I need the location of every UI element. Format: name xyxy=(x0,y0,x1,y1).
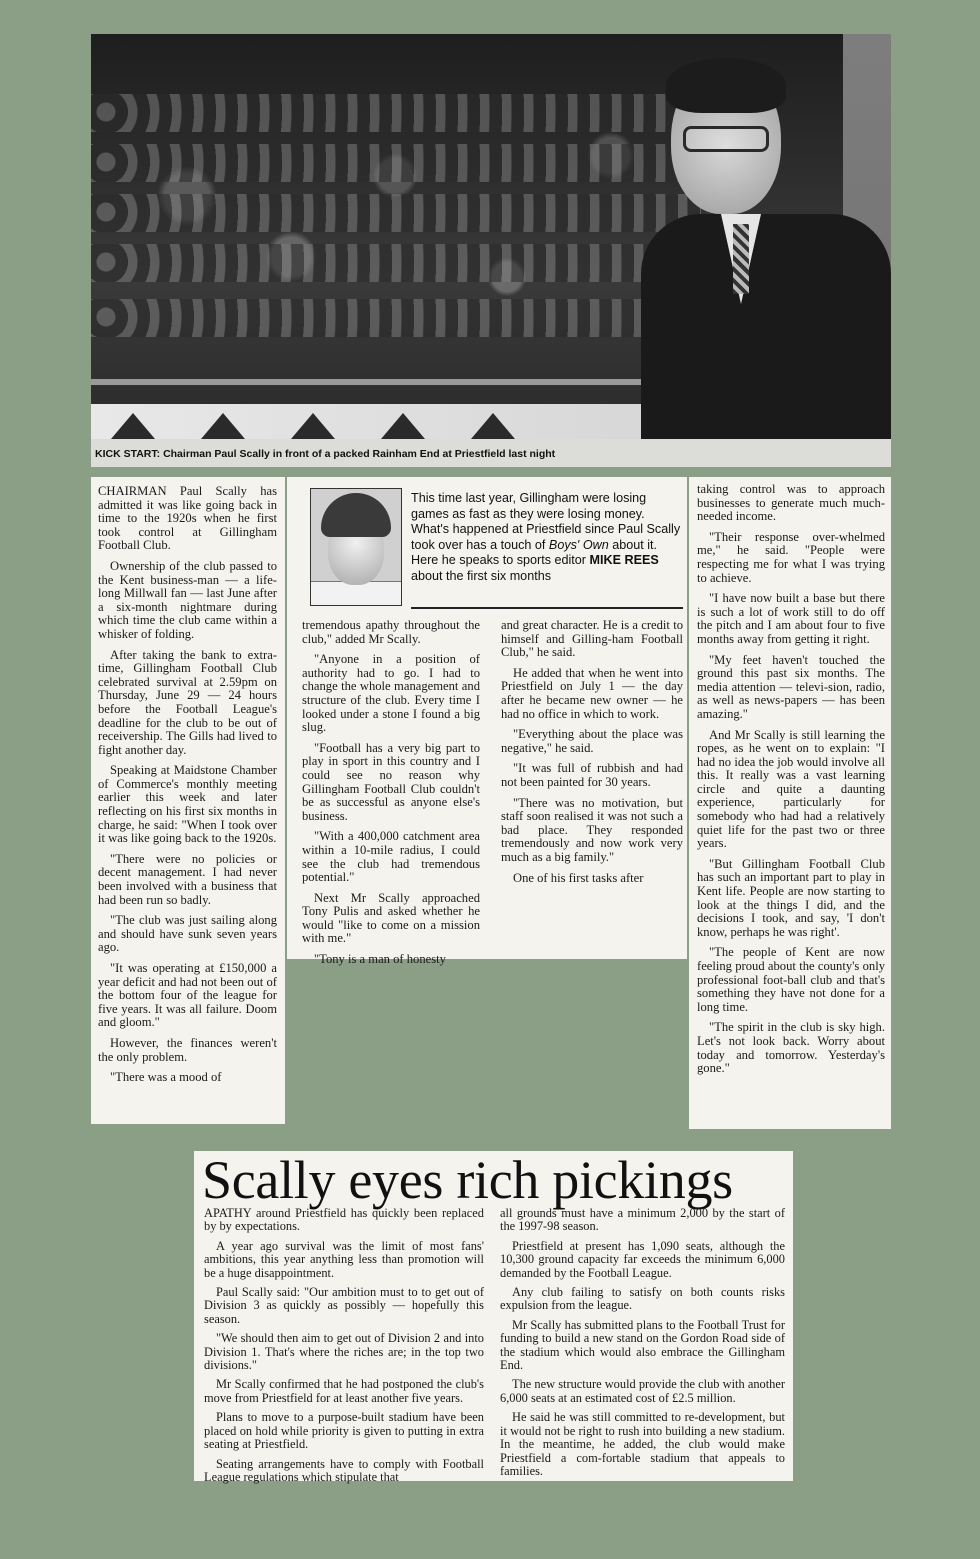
standfirst xyxy=(307,485,682,611)
paragraph: Speaking at Maidstone Chamber of Commerce's monthly meeting earlier this week and later reflecting on his first six months in charge, he said: "When I took over it was like going back to the 1920s. xyxy=(98,763,277,846)
paragraph: "The spirit in the club is sky high. Let's not look back. Worry about today and tomorrow. Yesterday's gone." xyxy=(697,1020,885,1076)
paragraph: Next Mr Scally approached Tony Pulis and asked whether he would "like to come on a mission with me." xyxy=(302,890,480,946)
paragraph: He said he was still committed to re-development, but it would not be right to rush into building a new stadium. In the meantime, he added, the club would make Priestfield a com-fortable stadium that appeals to families. xyxy=(500,1410,785,1478)
photo-caption xyxy=(95,443,885,465)
article-column-1 xyxy=(91,477,285,1124)
paragraph: tremendous apathy throughout the club," added Mr Scally. xyxy=(302,618,480,646)
crowd-row xyxy=(91,144,701,182)
crowd-row xyxy=(91,244,701,282)
crowd-row xyxy=(91,94,701,132)
paragraph: "The people of Kent are now feeling proud about the county's only professional foot-ball club and that's something they have not done for a long time. xyxy=(697,945,885,1014)
paragraph: "There were no policies or decent management. I had never been involved with a business that had been run so badly. xyxy=(98,851,277,907)
second-article-clipping xyxy=(194,1150,793,1484)
paragraph: He added that when he went into Priestfield on July 1 — the day after he became new owner — he had no office in which to work. xyxy=(501,665,683,721)
paragraph: And Mr Scally is still learning the ropes, as he went on to explain: "I had no idea the job would involve all this. It really was a vast learning circle and quite a daunting experience, particularly for somebody who had had a relatively quiet life for the past two or three years. xyxy=(697,727,885,851)
paragraph: "The club was just sailing along and should have sunk seven years ago. xyxy=(98,913,277,955)
paragraph: Paul Scally said: "Our ambition must to to get out of Division 3 as quickly as possibly — hopefully this season. xyxy=(204,1285,484,1326)
paragraph: "Football has a very big part to play in sport in this country and I could see no reason why Gillingham Football Club couldn't be as successful as anyone else's business. xyxy=(302,740,480,823)
paragraph: Plans to move to a purpose-built stadium have been placed on hold while priority is given to putting in extra seating at Priestfield. xyxy=(204,1410,484,1452)
second-article-column-2 xyxy=(500,1207,785,1484)
paragraph: Seating arrangements have to comply with Football League regulations which stipulate that xyxy=(204,1456,484,1484)
paragraph: "There was no motivation, but staff soon realised it was not such a bad place. They responded tremendously and now work very much as a big family." xyxy=(501,795,683,864)
paragraph: "I have now built a base but there is such a lot of work still to do off the pitch and I am about four to five months away from getting it right. xyxy=(697,591,885,646)
paragraph: However, the finances weren't the only problem. xyxy=(98,1035,277,1064)
paragraph: Priestfield at present has 1,090 seats, although the 10,300 ground capacity far exceeds the minimum 6,000 demanded by the Football League. xyxy=(500,1238,785,1280)
paragraph: Any club failing to satisfy on both counts risks expulsion from the league. xyxy=(500,1285,785,1313)
paragraph: The new structure would provide the club with another 6,000 seats at an estimated cost of £2.5 million. xyxy=(500,1377,785,1405)
paragraph: "There was a mood of xyxy=(110,1070,222,1085)
glasses-icon xyxy=(683,126,769,152)
chairman-figure xyxy=(661,64,891,439)
paragraph: Mr Scally confirmed that he had postponed the club's move from Priestfield for at least another five years. xyxy=(204,1377,484,1405)
paragraph: "But Gillingham Football Club has such an important part to play in Kent life. People are now starting to look at the things I did, and the decisions I took, and say, 'I don't know, perhaps he was right'. xyxy=(697,856,885,939)
paragraph: "Everything about the place was negative," he said. xyxy=(501,727,683,755)
standfirst-italic: Boys' Own xyxy=(548,537,609,552)
headline: Scally eyes rich pickings xyxy=(202,1150,733,1210)
paragraph: "With a 400,000 catchment area within a 10-mile radius, I could see the club had tremendous potential." xyxy=(302,829,480,885)
paragraph: Ownership of the club passed to the Kent business-man — a life-long Millwall fan — last June after a six-month nightmare during which time the club came within a whisker of folding. xyxy=(98,558,277,641)
article-column-2 xyxy=(298,619,484,974)
paragraph: all grounds must have a minimum 2,000 by the start of the 1997-98 season. xyxy=(500,1206,785,1234)
standfirst-text xyxy=(411,491,683,584)
paragraph: After taking the bank to extra-time, Gillingham Football Club celebrated survival at 2.59pm on Thursday, June 29 — 24 hours before the Football League's deadline for the club to be out of receivership. The Gills had lived to fight another day. xyxy=(98,647,277,757)
paragraph: "My feet haven't touched the ground this past six months. The media attention — televi-sion, radio, as well as news-papers — has been amazing." xyxy=(697,652,885,721)
crowd-photo xyxy=(91,34,891,439)
standfirst-part: about the first six months xyxy=(411,568,551,583)
paragraph: "Anyone in a position of authority had to go. I had to change the whole management and structure of the club. Every time I looked under a stone I found a big slug. xyxy=(302,652,480,735)
crowd-row xyxy=(91,299,701,337)
paragraph: A year ago survival was the limit of most fans' ambitions, this year anything less than promotion will be a huge disappointment. xyxy=(204,1238,484,1280)
photo-clipping xyxy=(91,34,891,467)
standfirst-part: This time last year, Gillingham were losing games as fast as they were losing money. What's happened at Priestfield since Paul Scally took over has a touch of xyxy=(411,491,681,552)
divider xyxy=(411,607,683,609)
paragraph: Mr Scally has submitted plans to the Football Trust for funding to build a new stand on the Gordon Road side of the stadium which would also embrace the Gillingham End. xyxy=(500,1317,785,1373)
standfirst-part: about it. Here he speaks to sports editor xyxy=(411,537,658,567)
paragraph: taking control was to approach businesses to generate much much-needed income. xyxy=(697,482,885,524)
paragraph: "It was full of rubbish and had not been painted for 30 years. xyxy=(501,761,683,789)
article-column-3 xyxy=(497,619,687,892)
article-main-block xyxy=(287,477,687,967)
caption-text: Chairman Paul Scally in front of a packed Rainham End at Priestfield last night xyxy=(163,448,556,460)
paragraph: APATHY around Priestfield has quickly been replaced by by expectations. xyxy=(204,1206,484,1234)
paragraph: "It was operating at £150,000 a year deficit and had not been out of the bottom four of the league for five years. It was all failure. Doom and gloom." xyxy=(98,961,277,1030)
paragraph: "Tony is a man of honesty xyxy=(314,952,446,967)
article-column-4 xyxy=(689,477,891,1129)
second-article-column-1 xyxy=(204,1207,484,1490)
paragraph: CHAIRMAN Paul Scally has admitted it was like going back in time to the 1920s when he first took control at Gillingham Football Club. xyxy=(98,484,277,553)
paragraph: One of his first tasks after xyxy=(513,870,644,885)
author-photo xyxy=(310,488,402,606)
paragraph: "We should then aim to get out of Division 2 and into Division 1. That's where the riches are; in the top two divisions." xyxy=(204,1331,484,1373)
crowd-row xyxy=(91,194,701,232)
paragraph: and great character. He is a credit to himself and Gilling-ham Football Club," he said. xyxy=(501,618,683,660)
caption-label: KICK START: xyxy=(95,448,161,460)
paragraph: "Their response over-whelmed me," he said. "People were respecting me for what I was trying to achieve. xyxy=(697,529,885,585)
byline: MIKE REES xyxy=(589,553,659,567)
